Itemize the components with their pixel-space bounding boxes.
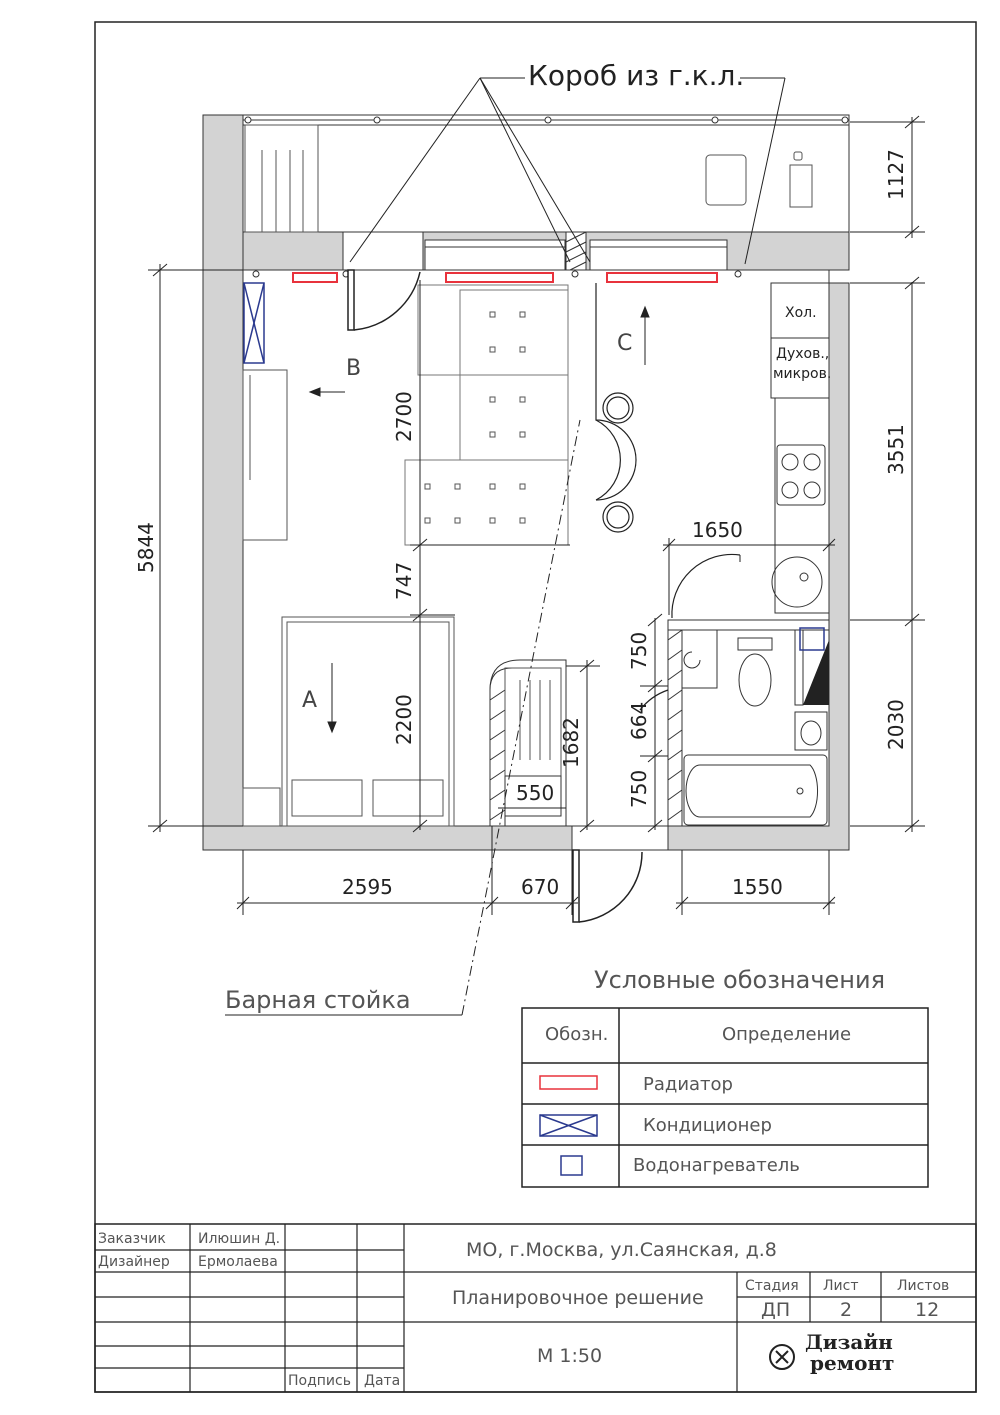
- dim-550: 550: [516, 781, 555, 805]
- callout-bar-counter: Барная стойка: [225, 986, 411, 1014]
- window-opening-2: [425, 240, 565, 270]
- date-label: Дата: [364, 1373, 401, 1389]
- dim-1127: 1127: [884, 149, 908, 200]
- dim-2200: 2200: [392, 694, 416, 745]
- sheet-label: Лист: [823, 1278, 859, 1294]
- fridge-label: Хол.: [785, 305, 817, 321]
- logo-line-1: Дизайн: [805, 1330, 893, 1354]
- dim-750-bottom: 750: [627, 769, 651, 808]
- water-heater-symbol: [561, 1156, 582, 1175]
- dim-664: 664: [627, 701, 651, 740]
- window-opening-3: [590, 240, 727, 270]
- dim-1650: 1650: [692, 518, 743, 542]
- callout-gkl-box: Короб из г.к.л.: [528, 59, 745, 92]
- radiator-symbol: [540, 1076, 597, 1089]
- entrance-opening: [572, 826, 668, 850]
- legend-title: Условные обозначения: [594, 966, 886, 994]
- oven-label-1: Духов.,: [776, 346, 830, 362]
- bathroom: [668, 620, 829, 826]
- dim-747: 747: [392, 561, 416, 600]
- dim-670: 670: [521, 875, 560, 899]
- address: МО, г.Москва, ул.Саянская, д.8: [466, 1239, 777, 1261]
- dim-2030: 2030: [884, 699, 908, 750]
- oven-label-2: микров.: [773, 366, 832, 382]
- stage-value: ДП: [761, 1299, 791, 1321]
- customer-name: Илюшин Д.: [198, 1231, 281, 1247]
- designer-name: Ермолаева: [198, 1254, 278, 1270]
- signature-label: Подпись: [288, 1373, 351, 1389]
- company-logo: [770, 1330, 894, 1375]
- entrance-door: [573, 850, 642, 922]
- dim-1550: 1550: [732, 875, 783, 899]
- dim-750-top: 750: [627, 631, 651, 670]
- dim-2595: 2595: [342, 875, 393, 899]
- designer-label: Дизайнер: [98, 1254, 170, 1270]
- legend-row-conditioner: Кондиционер: [643, 1115, 772, 1136]
- legend-row-radiator: Радиатор: [643, 1074, 733, 1095]
- legend-col-symbol: Обозн.: [545, 1024, 609, 1045]
- view-label-a: A: [302, 688, 318, 713]
- sheet-title: Планировочное решение: [452, 1287, 704, 1309]
- view-label-c: C: [617, 331, 633, 356]
- legend-col-definition: Определение: [722, 1024, 852, 1045]
- dim-3551: 3551: [884, 424, 908, 475]
- legend-row-heater: Водонагреватель: [633, 1155, 800, 1176]
- air-conditioner-symbol: [540, 1115, 597, 1136]
- stage-label: Стадия: [745, 1278, 799, 1294]
- view-label-b: B: [346, 356, 362, 381]
- sheet-value: 2: [840, 1299, 853, 1321]
- dim-5844: 5844: [134, 522, 158, 573]
- dim-2700: 2700: [392, 391, 416, 442]
- sheets-value: 12: [915, 1299, 940, 1321]
- window-opening-1: [343, 232, 423, 270]
- loggia-furniture: [245, 125, 812, 232]
- dim-1682: 1682: [559, 717, 583, 768]
- scale: М 1:50: [537, 1345, 603, 1367]
- logo-line-2: ремонт: [810, 1351, 895, 1375]
- sheets-label: Листов: [897, 1278, 950, 1294]
- customer-label: Заказчик: [98, 1231, 166, 1247]
